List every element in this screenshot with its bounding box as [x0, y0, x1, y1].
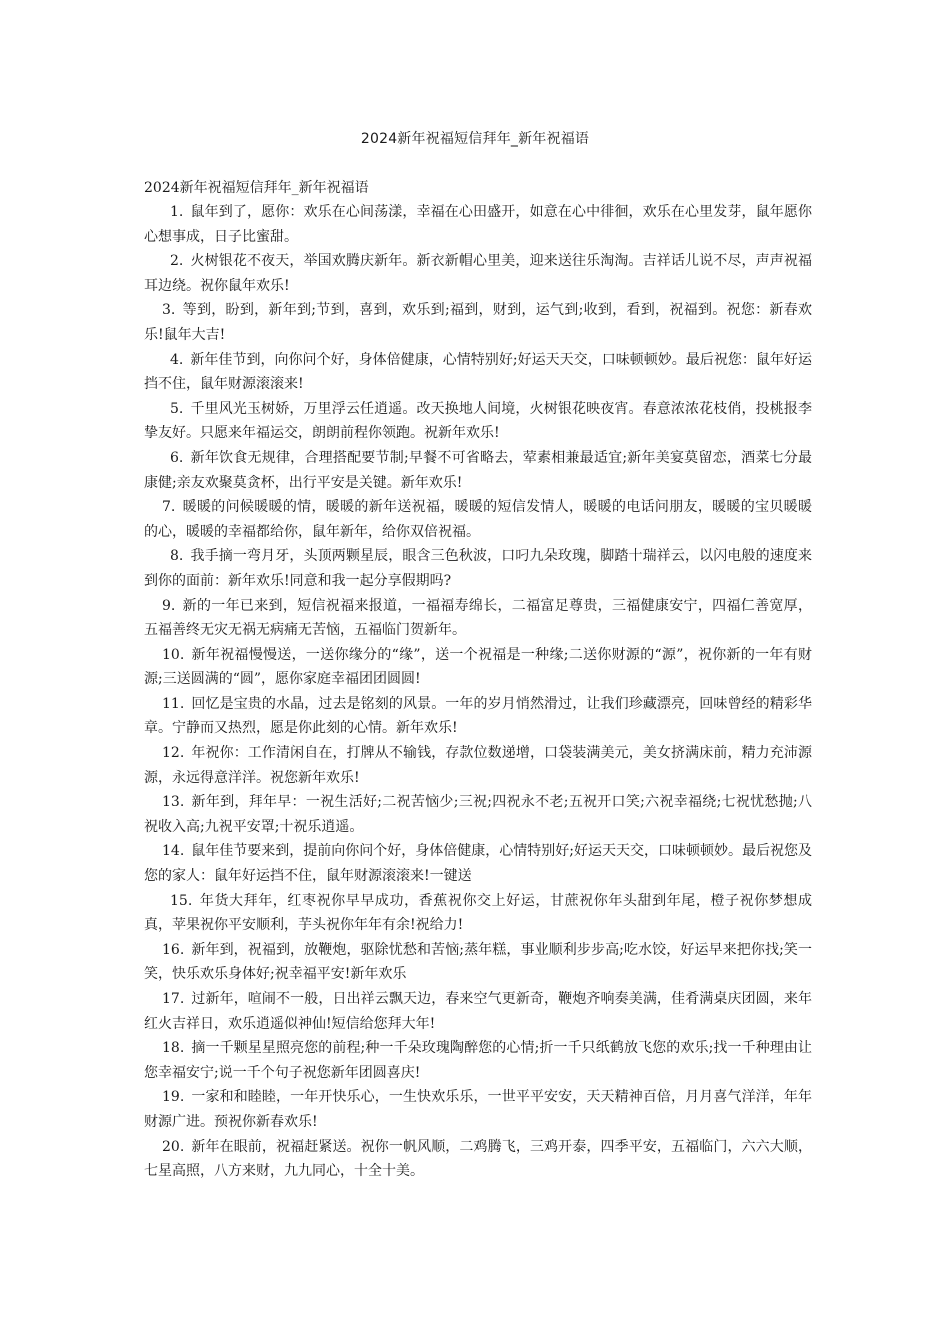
- list-item-number: 9.: [162, 597, 176, 614]
- list-item-number: 11.: [162, 695, 185, 712]
- list-item: [144, 643, 812, 692]
- document-title: 2024新年祝福短信拜年_新年祝福语: [360, 131, 590, 147]
- list-item: [144, 839, 812, 888]
- list-item-text: 鼠年到了，愿你：欢乐在心间荡漾，幸福在心田盛开，如意在心中徘徊，欢乐在心里发芽，鼠年愿你心想事成，日子比蜜甜。: [144, 204, 812, 245]
- list-item-text: 回忆是宝贵的水晶，过去是铭刻的风景。一年的岁月悄然滑过，让我们珍藏漂亮，回味曾经的精彩华章。宁静而又热烈，愿是你此刻的心情。新年欢乐!: [144, 695, 812, 737]
- list-item-number: 3.: [162, 302, 176, 319]
- list-item-number: 20.: [162, 1138, 185, 1155]
- list-item: [144, 544, 812, 593]
- list-item-number: 4.: [170, 351, 184, 368]
- list-item: [144, 1085, 812, 1134]
- list-item: [144, 249, 812, 298]
- list-item-text: 一家和和睦睦，一年开快乐心，一生快欢乐乐，一世平平安安，天天精神百倍，月月喜气洋洋，年年财源广进。预祝你新春欢乐!: [144, 1089, 812, 1130]
- list-item: [144, 1135, 812, 1184]
- list-item: [144, 298, 812, 347]
- list-item-number: 8.: [170, 548, 184, 565]
- list-item-text: 千里风光玉树娇，万里浮云任逍遥。改天换地人间境，火树银花映夜宵。春意浓浓花枝俏，投桃报李挚友好。只愿来年福运交，朗朗前程你领跑。祝新年欢乐!: [144, 400, 812, 442]
- list-item-number: 19.: [162, 1089, 185, 1106]
- list-item: [144, 495, 812, 544]
- list-item-text: 新年祝福慢慢送，一送你缘分的“缘”，送一个祝福是一种缘;二送你财源的“源”，祝你新的一年有财源;三送圆满的“圆”，愿你家庭幸福团团圆圆!: [144, 646, 812, 688]
- list-item: [144, 200, 812, 249]
- list-item: [144, 348, 812, 397]
- list-item-number: 2.: [170, 253, 184, 270]
- list-item-text: 火树银花不夜天，举国欢腾庆新年。新衣新帽心里美，迎来送往乐淘淘。吉祥话儿说不尽，声声祝福耳边绕。祝你鼠年欢乐!: [144, 253, 812, 294]
- list-item-number: 17.: [162, 991, 185, 1007]
- list-item-number: 18.: [162, 1040, 185, 1057]
- list-item-number: 10.: [162, 646, 185, 663]
- list-item-number: 5.: [170, 400, 184, 417]
- list-item-text: 新的一年已来到，短信祝福来报道，一福福寿绵长，二福富足尊贵，三福健康安宁，四福仁善宽厚，五福善终无灾无祸无病痛无苦恼，五福临门贺新年。: [144, 597, 812, 639]
- list-item-text: 摘一千颗星星照亮您的前程;种一千朵玫瑰陶醉您的心情;折一千只纸鹤放飞您的欢乐;找一千种理由让您幸福安宁;说一千个句子祝您新年团圆喜庆!: [144, 1040, 812, 1081]
- list-item-text: 新年到，拜年早：一祝生活好;二祝苦恼少;三祝;四祝永不老;五祝开口笑;六祝幸福绕;七祝忧愁抛;八祝收入高;九祝平安罩;十祝乐逍遥。: [144, 794, 812, 835]
- list-item: [144, 397, 812, 446]
- list-item-text: 新年到，祝福到，放鞭炮，驱除忧愁和苦恼;蒸年糕，事业顺利步步高;吃水饺，好运早来把你找;笑一笑，快乐欢乐身体好;祝幸福平安!新年欢乐: [144, 941, 812, 983]
- list-item-number: 7.: [162, 499, 176, 516]
- list-item-text: 新年佳节到，向你问个好，身体倍健康，心情特别好;好运天天交，口味顿顿妙。最后祝您：鼠年好运挡不住，鼠年财源滚滚来!: [144, 351, 812, 393]
- list-item: [144, 741, 812, 790]
- list-item: [144, 594, 812, 643]
- list-item-text: 暖暖的问候暖暖的情，暖暖的新年送祝福，暖暖的短信发情人，暖暖的电话问朋友，暖暖的宝贝暖暖的心，暖暖的幸福都给你，鼠年新年，给你双倍祝福。: [144, 499, 812, 540]
- list-item: [144, 938, 812, 987]
- list-item: [144, 446, 812, 495]
- list-item-number: 6.: [170, 449, 184, 466]
- list-item: [144, 1036, 812, 1085]
- document-subtitle: 2024新年祝福短信拜年_新年祝福语: [144, 180, 369, 196]
- list-item-number: 16.: [162, 941, 185, 958]
- list-item-number: 1.: [170, 204, 184, 220]
- list-item: [144, 692, 812, 741]
- list-item-text: 等到，盼到，新年到;节到，喜到，欢乐到;福到，财到，运气到;收到，看到，祝福到。祝您：新春欢乐!鼠年大吉!: [144, 302, 812, 343]
- list-item-text: 鼠年佳节要来到，提前向你问个好，身体倍健康，心情特别好;好运天天交，口味顿顿妙。最后祝您及您的家人：鼠年好运挡不住，鼠年财源滚滚来!一键送: [144, 843, 812, 885]
- list-item-text: 过新年，喧闹不一般，日出祥云飘天边，春来空气更新奇，鞭炮齐响奏美满，佳肴满桌庆团圆，来年红火吉祥日，欢乐逍遥似神仙!短信给您拜大年!: [144, 991, 812, 1032]
- list-item-text: 新年饮食无规律，合理搭配要节制;早餐不可省略去，荤素相兼最适宜;新年美宴莫留恋，酒菜七分最康健;亲友欢聚莫贪杯，出行平安是关键。新年欢乐!: [144, 449, 812, 491]
- list-item-text: 我手摘一弯月牙，头顶两颗星辰，眼含三色秋波，口叼九朵玫瑰，脚踏十瑞祥云，以闪电般的速度来到你的面前：新年欢乐!同意和我一起分享假期吗?: [144, 548, 812, 589]
- greeting-list: [144, 200, 812, 1184]
- list-item-number: 12.: [162, 745, 185, 762]
- list-item: [144, 889, 812, 938]
- list-item-text: 年祝你：工作清闲自在，打牌从不输钱，存款位数递增，口袋装满美元，美女挤满床前，精力充沛源源，永远得意洋洋。祝您新年欢乐!: [144, 745, 812, 786]
- list-item: [144, 987, 812, 1036]
- list-item-number: 14.: [162, 843, 185, 860]
- list-item: [144, 790, 812, 839]
- list-item-text: 新年在眼前，祝福赶紧送。祝你一帆风顺，二鸡腾飞，三鸡开泰，四季平安，五福临门，六六大顺，七星高照，八方来财，九九同心，十全十美。: [144, 1138, 812, 1180]
- list-item-number: 13.: [162, 794, 185, 811]
- list-item-text: 年货大拜年，红枣祝你早早成功，香蕉祝你交上好运，甘蔗祝你年头甜到年尾，橙子祝你梦想成真，苹果祝你平安顺利，芋头祝你年年有余!祝给力!: [144, 892, 812, 934]
- list-item-number: 15.: [170, 892, 193, 909]
